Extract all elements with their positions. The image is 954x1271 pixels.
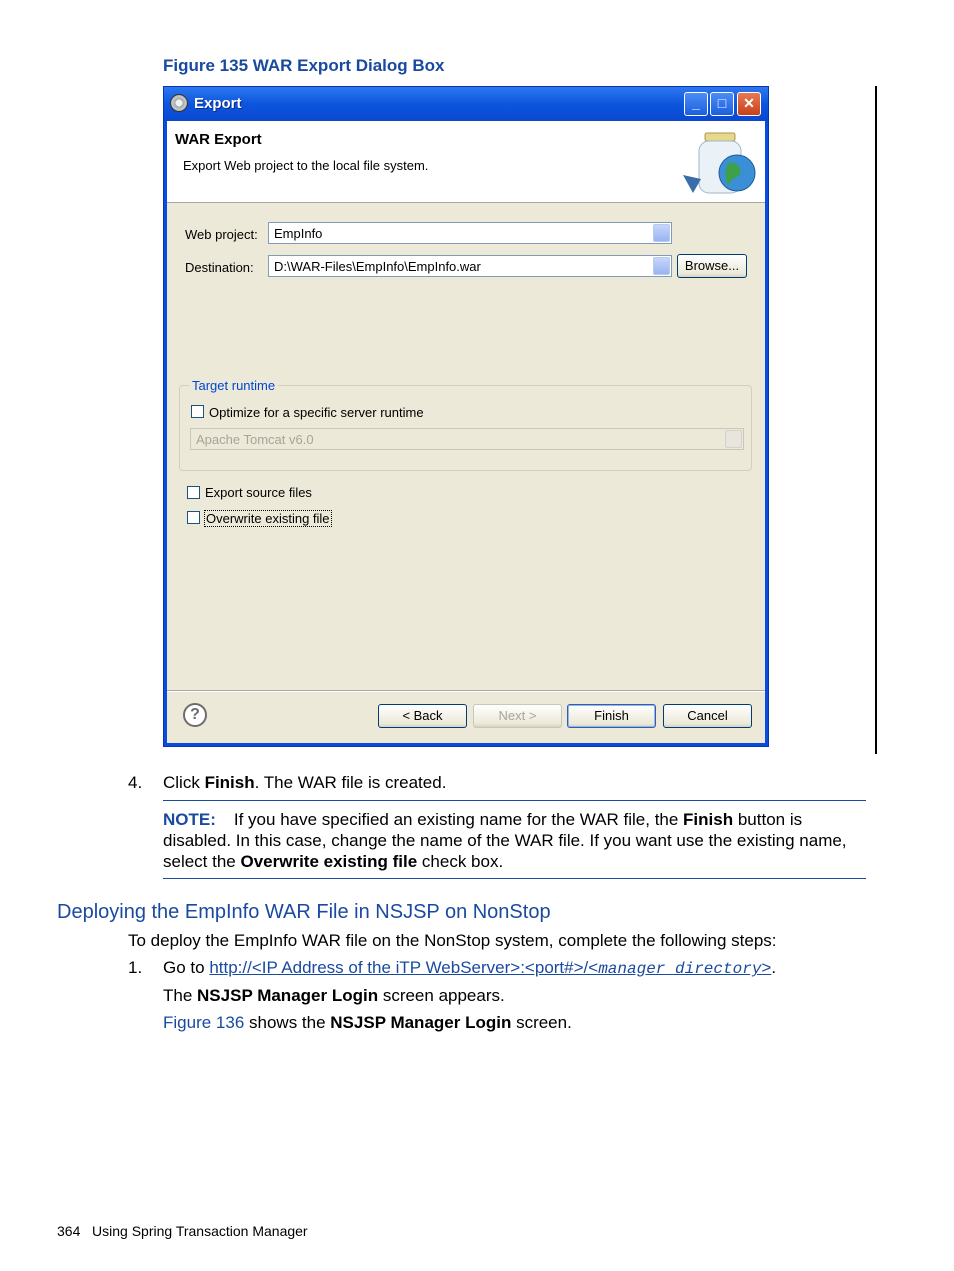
- chevron-down-icon[interactable]: [653, 224, 670, 242]
- optimize-checkbox[interactable]: [191, 405, 204, 418]
- section-heading: Deploying the EmpInfo WAR File in NSJSP on NonStop: [57, 901, 551, 923]
- note-box: NOTE: If you have specified an existing name for the WAR file, the Finish button is disabled. In this case, change the name of the WAR file. If you want use the existing name, select the Overwrite existing file check box.: [163, 800, 866, 879]
- close-button[interactable]: ✕: [737, 92, 761, 116]
- web-project-value: EmpInfo: [274, 226, 323, 241]
- export-source-checkbox[interactable]: [187, 486, 200, 499]
- step-4-number: 4.: [128, 773, 143, 792]
- page-number: 364: [57, 1223, 81, 1239]
- page-footer: [57, 1223, 308, 1239]
- finish-button[interactable]: Finish: [567, 704, 656, 728]
- figure-136-link[interactable]: Figure 136: [163, 1013, 245, 1032]
- note-label: NOTE:: [163, 810, 216, 829]
- optimize-label: Optimize for a specific server runtime: [209, 405, 424, 420]
- figure-caption: Figure 135 WAR Export Dialog Box: [163, 56, 445, 75]
- target-runtime-label: Target runtime: [189, 378, 278, 393]
- chapter-title: Using Spring Transaction Manager: [92, 1223, 308, 1239]
- destination-label: Destination:: [185, 260, 254, 275]
- login-appears-text: The NSJSP Manager Login screen appears.: [163, 986, 505, 1005]
- war-jar-globe-icon: [675, 127, 759, 199]
- destination-value: D:\WAR-Files\EmpInfo\EmpInfo.war: [274, 259, 481, 274]
- web-project-label: Web project:: [185, 227, 258, 242]
- web-project-combo[interactable]: [268, 222, 672, 244]
- back-button[interactable]: < Back: [378, 704, 467, 728]
- next-button: Next >: [473, 704, 562, 728]
- button-bar-separator: [167, 690, 765, 692]
- step-1-number: 1.: [128, 958, 143, 977]
- intro-paragraph: To deploy the EmpInfo WAR file on the NonStop system, complete the following steps:: [128, 931, 777, 950]
- dialog-client-area: [167, 121, 765, 743]
- minimize-button[interactable]: _: [684, 92, 708, 116]
- step-4-text: Click Finish. The WAR file is created.: [163, 773, 447, 792]
- chevron-down-icon[interactable]: [653, 257, 670, 275]
- title-bar[interactable]: [164, 87, 768, 121]
- export-dialog: [163, 86, 769, 747]
- runtime-value: Apache Tomcat v6.0: [196, 432, 314, 447]
- overwrite-label: Overwrite existing file: [206, 511, 330, 526]
- maximize-button[interactable]: □: [710, 92, 734, 116]
- dialog-title: Export: [194, 95, 242, 112]
- gear-icon: [170, 94, 188, 112]
- wizard-title: WAR Export: [175, 131, 262, 148]
- browse-button[interactable]: Browse...: [677, 254, 747, 278]
- figure-reference-text: Figure 136 shows the NSJSP Manager Login screen.: [163, 1013, 572, 1032]
- cancel-button[interactable]: Cancel: [663, 704, 752, 728]
- destination-combo[interactable]: [268, 255, 672, 277]
- change-bar: [875, 86, 877, 754]
- chevron-down-icon: [725, 430, 742, 448]
- export-source-label: Export source files: [205, 485, 312, 500]
- step-1-text: Go to http://<IP Address of the iTP WebServer>:<port#>/<manager directory>.: [163, 958, 777, 978]
- overwrite-checkbox[interactable]: [187, 511, 200, 524]
- runtime-combo: [190, 428, 744, 450]
- manager-url-link[interactable]: http://<IP Address of the iTP WebServer>:<port#>/<manager directory>: [209, 958, 772, 978]
- help-icon[interactable]: ?: [183, 703, 207, 727]
- wizard-banner: [167, 121, 765, 203]
- wizard-description: Export Web project to the local file system.: [183, 158, 429, 173]
